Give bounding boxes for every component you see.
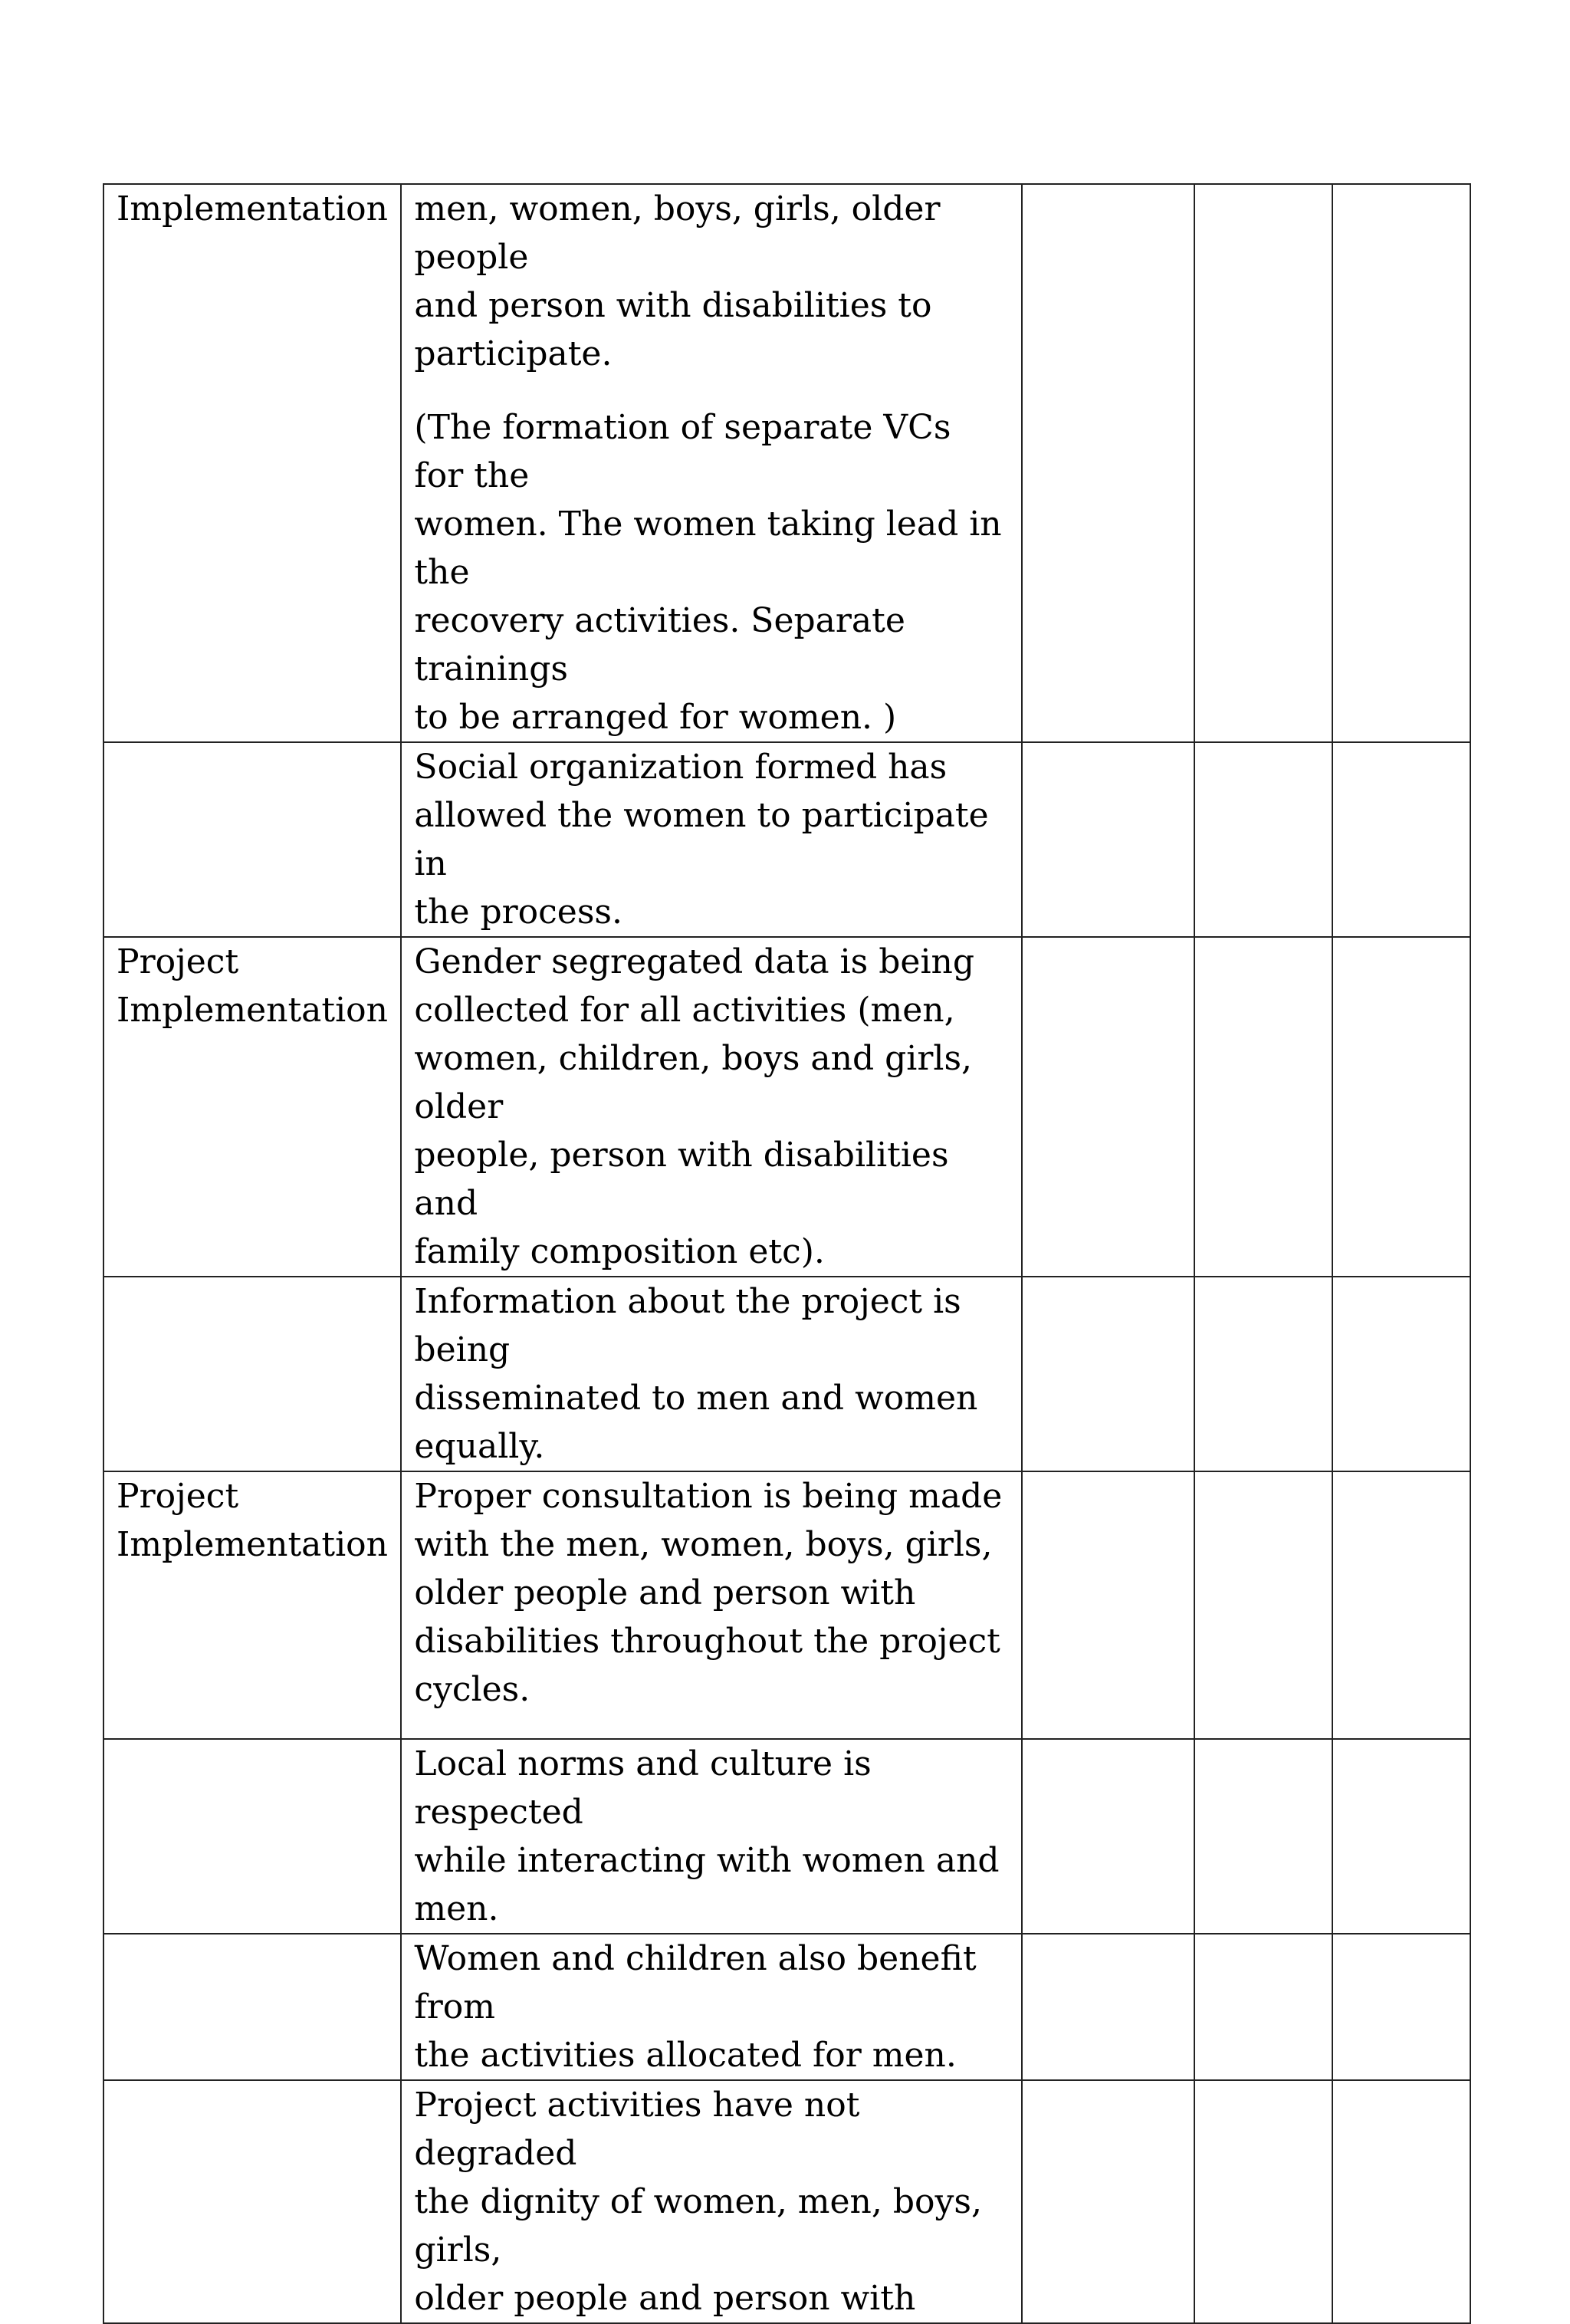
empty-cell bbox=[1332, 742, 1470, 937]
empty-cell bbox=[1194, 1277, 1332, 1471]
empty-cell bbox=[1194, 937, 1332, 1277]
criteria-cell bbox=[401, 1277, 1022, 1471]
stage-cell bbox=[103, 1277, 401, 1471]
empty-cell bbox=[1332, 1277, 1470, 1471]
criteria-paragraph: Local norms and culture is respected while interacting with women and men. bbox=[414, 1744, 1000, 1928]
table-row bbox=[103, 1934, 1470, 2080]
criteria-cell bbox=[401, 742, 1022, 937]
empty-cell bbox=[1194, 742, 1332, 937]
stage-cell bbox=[103, 1471, 401, 1739]
criteria-paragraph: Proper consultation is being made with the men, women, boys, girls, older people and person with disabilities throughout the project cycles. bbox=[414, 1477, 1003, 1709]
empty-cell bbox=[1194, 1934, 1332, 2080]
stage-cell bbox=[103, 2080, 401, 2323]
table-row bbox=[103, 2080, 1470, 2323]
criteria-cell bbox=[401, 184, 1022, 742]
criteria-paragraph: Women and children also benefit from the activities allocated for men. bbox=[414, 1939, 977, 2075]
empty-cell bbox=[1332, 1934, 1470, 2080]
empty-cell bbox=[1022, 1739, 1194, 1934]
stage-cell bbox=[103, 742, 401, 937]
table-row bbox=[103, 937, 1470, 1277]
empty-cell bbox=[1332, 2080, 1470, 2323]
criteria-cell bbox=[401, 1739, 1022, 1934]
stage-cell bbox=[103, 1934, 401, 2080]
empty-cell bbox=[1022, 2080, 1194, 2323]
empty-cell bbox=[1022, 184, 1194, 742]
table-row bbox=[103, 1277, 1470, 1471]
empty-cell bbox=[1022, 742, 1194, 937]
table-row bbox=[103, 184, 1470, 742]
stage-text: Implementation bbox=[117, 189, 388, 228]
empty-cell bbox=[1022, 1471, 1194, 1739]
empty-cell bbox=[1194, 184, 1332, 742]
stage-text: Project Implementation bbox=[117, 1477, 388, 1564]
empty-cell bbox=[1332, 937, 1470, 1277]
table-row bbox=[103, 742, 1470, 937]
criteria-paragraph: (The formation of separate VCs for the women. The women taking lead in the recovery activities. Separate trainings to be arranged for women. ) bbox=[414, 408, 1002, 737]
empty-cell bbox=[1194, 1739, 1332, 1934]
empty-cell bbox=[1022, 1934, 1194, 2080]
table-row bbox=[103, 1739, 1470, 1934]
stage-cell bbox=[103, 937, 401, 1277]
empty-cell bbox=[1022, 1277, 1194, 1471]
criteria-paragraph: men, women, boys, girls, older people and person with disabilities to participate. bbox=[414, 189, 941, 373]
checklist-table-body bbox=[103, 184, 1470, 2323]
empty-cell bbox=[1194, 2080, 1332, 2323]
criteria-cell bbox=[401, 1934, 1022, 2080]
empty-cell bbox=[1194, 1471, 1332, 1739]
table-row bbox=[103, 1471, 1470, 1739]
empty-cell bbox=[1332, 184, 1470, 742]
empty-cell bbox=[1022, 937, 1194, 1277]
stage-text: Project Implementation bbox=[117, 942, 388, 1030]
stage-cell bbox=[103, 1739, 401, 1934]
criteria-paragraph: Gender segregated data is being collected for all activities (men, women, children, boys and girls, older people, person with disabilities and family composition etc). bbox=[414, 942, 975, 1271]
checklist-table bbox=[103, 183, 1471, 2324]
criteria-paragraph: Information about the project is being disseminated to men and women equally. bbox=[414, 1282, 978, 1466]
stage-cell bbox=[103, 184, 401, 742]
criteria-paragraph: Project activities have not degraded the dignity of women, men, boys, girls, older people and person with bbox=[414, 2086, 982, 2318]
criteria-cell bbox=[401, 1471, 1022, 1739]
criteria-cell bbox=[401, 2080, 1022, 2323]
criteria-cell bbox=[401, 937, 1022, 1277]
empty-cell bbox=[1332, 1739, 1470, 1934]
empty-cell bbox=[1332, 1471, 1470, 1739]
criteria-paragraph: Social organization formed has allowed the women to participate in the process. bbox=[414, 748, 989, 932]
